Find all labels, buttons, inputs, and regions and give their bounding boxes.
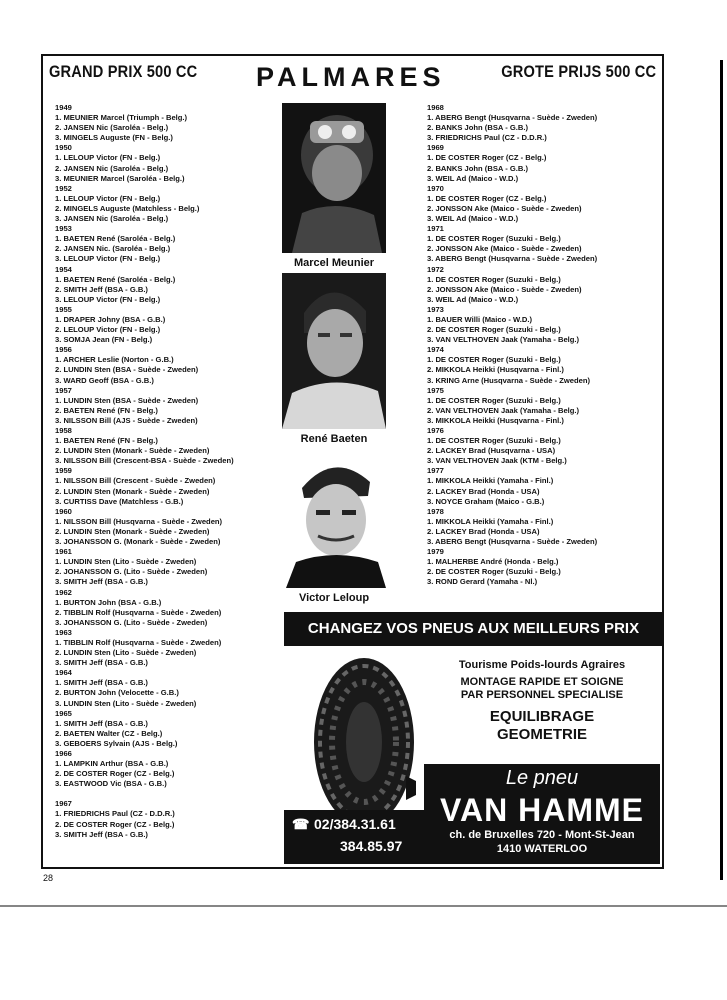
result-line: 3. KRING Arne (Husqvarna - Suède - Zweden)	[427, 375, 591, 385]
ad-phone-box	[284, 810, 424, 864]
result-line: 3. MIKKOLA Heikki (Husqvarna - Finl.)	[427, 415, 564, 425]
result-line: 3. EASTWOOD Vic (BSA - G.B.)	[55, 779, 167, 789]
result-line: 1950	[55, 143, 72, 153]
result-line: 2. DE COSTER Roger (CZ - Belg.)	[55, 769, 175, 779]
result-line: 1955	[55, 304, 72, 314]
result-line: 1. MIKKOLA Heikki (Yamaha - Finl.)	[427, 516, 554, 526]
result-line: 3. SMITH Jeff (BSA - G.B.)	[55, 658, 148, 668]
result-line: 1975	[427, 385, 444, 395]
result-line: 3. CURTISS Dave (Matchless - G.B.)	[55, 496, 184, 506]
result-line: 2. BURTON John (Velocette - G.B.)	[55, 688, 179, 698]
result-line: 2. MIKKOLA Heikki (Husqvarna - Finl.)	[427, 365, 564, 375]
ad-brand: VAN HAMME	[440, 792, 644, 828]
result-line: 1977	[427, 466, 444, 476]
caption-rene-baeten: René Baeten	[300, 433, 368, 445]
result-line: 3. LELOUP Victor (FN - Belg.)	[55, 294, 161, 304]
photo-rene-baeten	[282, 273, 386, 429]
page-number: 28	[43, 873, 54, 883]
result-line: 1962	[55, 587, 72, 597]
ad-line-1: MONTAGE RAPIDE ET SOIGNE	[460, 676, 624, 688]
result-line: 2. DE COSTER Roger (Suzuki - Belg.)	[427, 325, 561, 335]
result-line: 2. LACKEY Brad (Honda - USA)	[427, 526, 540, 536]
result-line: 1960	[55, 506, 72, 516]
header-right: GROTE PRIJS 500 CC	[500, 62, 656, 81]
result-line: 3. NILSSON Bill (AJS - Suède - Zweden)	[55, 415, 198, 425]
result-line: 1957	[55, 385, 72, 395]
result-line: 3. JANSEN Nic (Saroléa - Belg.)	[55, 214, 169, 224]
result-line: 3. SMITH Jeff (BSA - G.B.)	[55, 577, 148, 587]
result-line: 1978	[427, 506, 444, 516]
result-line: 1. BURTON John (BSA - G.B.)	[55, 597, 162, 607]
result-line: 3. NILSSON Bill (Crescent-BSA - Suède - Zweden)	[55, 456, 234, 466]
ad-title: CHANGEZ VOS PNEUS AUX MEILLEURS PRIX	[284, 612, 663, 646]
result-line: 2. JONSSON Ake (Maico - Suède - Zweden)	[427, 284, 582, 294]
result-line: 2. LUNDIN Sten (Monark - Suède - Zweden)	[55, 486, 210, 496]
result-line: 3. NOYCE Graham (Maico - G.B.)	[427, 496, 545, 506]
result-line: 1. BAETEN René (Saroléa - Belg.)	[55, 234, 176, 244]
result-line: 2. DE COSTER Roger (CZ - Belg.)	[55, 819, 175, 829]
ad-phone-1: 02/384.31.61	[314, 816, 396, 832]
ad-line-3: EQUILIBRAGE	[489, 708, 595, 725]
result-line: 1. MEUNIER Marcel (Triumph - Belg.)	[55, 113, 188, 123]
ad-address-2: 1410 WATERLOO	[496, 843, 588, 855]
ad-body	[284, 646, 663, 864]
result-line: 1976	[427, 426, 444, 435]
result-line: 2. BAETEN Walter (CZ - Belg.)	[55, 728, 163, 738]
result-line: 2. JONSSON Ake (Maico - Suède - Zweden)	[427, 203, 582, 213]
result-line: 1. BAUER Willi (Maico - W.D.)	[427, 314, 532, 324]
result-line: 1. SMITH Jeff (BSA - G.B.)	[55, 718, 148, 728]
result-line: 1. DE COSTER Roger (Suzuki - Belg.)	[427, 234, 561, 244]
caption-marcel-meunier: Marcel Meunier	[293, 257, 375, 269]
result-line: 3. WEIL Ad (Maico - W.D.)	[427, 294, 519, 304]
result-line: 1. LUNDIN Sten (BSA - Suède - Zweden)	[55, 395, 199, 405]
result-line: 1973	[427, 304, 444, 314]
result-line: 2. JANSEN Nic (Saroléa - Belg.)	[55, 123, 169, 133]
result-line: 1963	[55, 627, 72, 637]
scan-edge-mark	[720, 60, 723, 880]
result-line: 3. JOHANSSON G. (Monark - Suède - Zweden)	[55, 537, 221, 547]
ad-line-4: GEOMETRIE	[496, 726, 587, 743]
result-line: 1. LUNDIN Sten (Lito - Suède - Zweden)	[55, 557, 197, 567]
result-line: 1949	[55, 103, 72, 112]
result-line: 1952	[55, 183, 72, 193]
result-line: 3. VAN VELTHOVEN Jaak (KTM - Belg.)	[427, 456, 567, 466]
result-line: 2. JOHANSSON G. (Lito - Suède - Zweden)	[55, 567, 208, 577]
result-line: 1974	[427, 345, 444, 355]
result-line: 1972	[427, 264, 444, 274]
result-line: 1. NILSSON Bill (Husqvarna - Suède - Zweden)	[55, 516, 223, 526]
result-line: 1964	[55, 668, 72, 678]
result-line: 1. DE COSTER Roger (Suzuki - Belg.)	[427, 355, 561, 365]
result-line: 1. BAETEN René (Saroléa - Belg.)	[55, 274, 176, 284]
result-line: 1969	[427, 143, 444, 153]
result-line: 3. SOMJA Jean (FN - Belg.)	[55, 335, 153, 345]
result-line: 2. LUNDIN Sten (Monark - Suède - Zweden)	[55, 446, 210, 456]
result-line: 1. ARCHER Leslie (Norton - G.B.)	[55, 355, 174, 365]
result-line: 1. DE COSTER Roger (CZ - Belg.)	[427, 153, 547, 163]
result-line: 1967	[55, 799, 72, 809]
result-line: 1956	[55, 345, 72, 355]
results-right-column	[427, 103, 597, 588]
result-line: 2. LACKEY Brad (Honda - USA)	[427, 486, 540, 496]
result-line: 2. SMITH Jeff (BSA - G.B.)	[55, 284, 148, 294]
result-line: 1. DRAPER Johny (BSA - G.B.)	[55, 314, 166, 324]
result-line: 2. LUNDIN Sten (Monark - Suède - Zweden)	[55, 526, 210, 536]
tire-advertisement	[284, 612, 663, 864]
result-line: 3. WEIL Ad (Maico - W.D.)	[427, 173, 519, 183]
result-line: 3. JOHANSSON G. (Lito - Suède - Zweden)	[55, 617, 208, 627]
photo-marcel-meunier	[282, 103, 386, 253]
result-line: 2. LELOUP Victor (FN - Belg.)	[55, 325, 161, 335]
result-line: 1. TIBBLIN Rolf (Husqvarna - Suède - Zweden)	[55, 637, 222, 647]
result-line: 1. DE COSTER Roger (CZ - Belg.)	[427, 193, 547, 203]
result-line: 3. LUNDIN Sten (Lito - Suède - Zweden)	[55, 698, 197, 708]
result-line: 2. JANSEN Nic. (Saroléa - Belg.)	[55, 244, 171, 254]
result-line: 1970	[427, 183, 444, 193]
result-line: 2. BAETEN René (FN - Belg.)	[55, 405, 158, 415]
result-line: 2. JONSSON Ake (Maico - Suède - Zweden)	[427, 244, 582, 254]
result-line: 1. BAETEN René (FN - Belg.)	[55, 436, 158, 446]
result-line: 2. BANKS John (BSA - G.B.)	[427, 163, 528, 173]
result-line: 2. LUNDIN Sten (BSA - Suède - Zweden)	[55, 365, 199, 375]
result-line: 1953	[55, 224, 72, 234]
result-line: 1958	[55, 426, 72, 435]
result-line: 3. LELOUP Victor (FN - Belg.)	[55, 254, 161, 264]
result-line: 3. MEUNIER Marcel (Saroléa - Belg.)	[55, 173, 185, 183]
caption-victor-leloup: Victor Leloup	[298, 592, 370, 604]
result-line: 1. LELOUP Victor (FN - Belg.)	[55, 193, 161, 203]
result-line: 1966	[55, 749, 72, 758]
result-line: 1. DE COSTER Roger (Suzuki - Belg.)	[427, 274, 561, 284]
results-left-column	[55, 103, 234, 840]
tire-image	[312, 656, 416, 828]
result-line: 1. LELOUP Victor (FN - Belg.)	[55, 153, 161, 163]
result-line: 1. ABERG Bengt (Husqvarna - Suède - Zweden)	[427, 113, 598, 123]
result-line: 2. LUNDIN Sten (Lito - Suède - Zweden)	[55, 648, 197, 658]
ad-phone-2: 384.85.97	[340, 838, 403, 854]
header-title: PALMARES	[256, 62, 446, 92]
result-line: 1. LAMPKIN Arthur (BSA - G.B.)	[55, 759, 169, 769]
result-line: 1. DE COSTER Roger (Suzuki - Belg.)	[427, 436, 561, 446]
result-line: 2. BANKS John (BSA - G.B.)	[427, 123, 528, 133]
ad-le-pneu: Le pneu	[424, 764, 660, 792]
result-line: 3. MINGELS Auguste (FN - Belg.)	[55, 133, 173, 143]
result-line: 3. SMITH Jeff (BSA - G.B.)	[55, 829, 148, 839]
result-line: 2. LACKEY Brad (Husqvarna - USA)	[427, 446, 556, 456]
result-line: 2. DE COSTER Roger (Suzuki - Belg.)	[427, 567, 561, 577]
result-line: 1. MALHERBE André (Honda - Belg.)	[427, 557, 559, 567]
result-line: 3. WARD Geoff (BSA - G.B.)	[55, 375, 154, 385]
result-line: 1959	[55, 466, 72, 476]
scan-artifact-line	[0, 905, 727, 907]
result-line: 2. VAN VELTHOVEN Jaak (Yamaha - Belg.)	[427, 405, 580, 415]
ad-brand-box	[424, 792, 660, 864]
result-line: 3. FRIEDRICHS Paul (CZ - D.D.R.)	[427, 133, 547, 143]
result-line: 3. VAN VELTHOVEN Jaak (Yamaha - Belg.)	[427, 335, 580, 345]
result-line: 1965	[55, 708, 72, 718]
result-line: 2. JANSEN Nic (Saroléa - Belg.)	[55, 163, 169, 173]
result-line: 1968	[427, 103, 444, 112]
result-line: 2. TIBBLIN Rolf (Husqvarna - Suède - Zweden)	[55, 607, 222, 617]
photo-victor-leloup	[282, 452, 386, 588]
result-line	[55, 789, 234, 799]
ad-line-2: PAR PERSONNEL SPECIALISE	[460, 689, 624, 701]
result-line: 1. SMITH Jeff (BSA - G.B.)	[55, 678, 148, 688]
ad-categories: Tourisme Poids-lourds Agraires	[458, 659, 626, 671]
result-line: 3. GEBOERS Sylvain (AJS - Belg.)	[55, 738, 178, 748]
result-line: 2. MINGELS Auguste (Matchless - Belg.)	[55, 203, 200, 213]
ad-address-1: ch. de Bruxelles 720 - Mont-St-Jean	[449, 829, 635, 841]
result-line: 3. ABERG Bengt (Husqvarna - Suède - Zweden)	[427, 254, 598, 264]
result-line: 1. DE COSTER Roger (Suzuki - Belg.)	[427, 395, 561, 405]
phone-icon: ☎	[292, 816, 310, 832]
result-line: 3. ABERG Bengt (Husqvarna - Suède - Zweden)	[427, 537, 598, 547]
result-line: 1979	[427, 547, 444, 557]
result-line: 1. MIKKOLA Heikki (Yamaha - Finl.)	[427, 476, 554, 486]
result-line: 1971	[427, 224, 444, 234]
result-line: 1961	[55, 547, 72, 557]
result-line: 3. ROND Gerard (Yamaha - Nl.)	[427, 577, 538, 587]
result-line: 1. NILSSON Bill (Crescent - Suède - Zweden)	[55, 476, 216, 486]
result-line: 1954	[55, 264, 72, 274]
header-left: GRAND PRIX 500 CC	[49, 62, 198, 81]
result-line: 1. FRIEDRICHS Paul (CZ - D.D.R.)	[55, 809, 175, 819]
result-line: 3. WEIL Ad (Maico - W.D.)	[427, 214, 519, 224]
